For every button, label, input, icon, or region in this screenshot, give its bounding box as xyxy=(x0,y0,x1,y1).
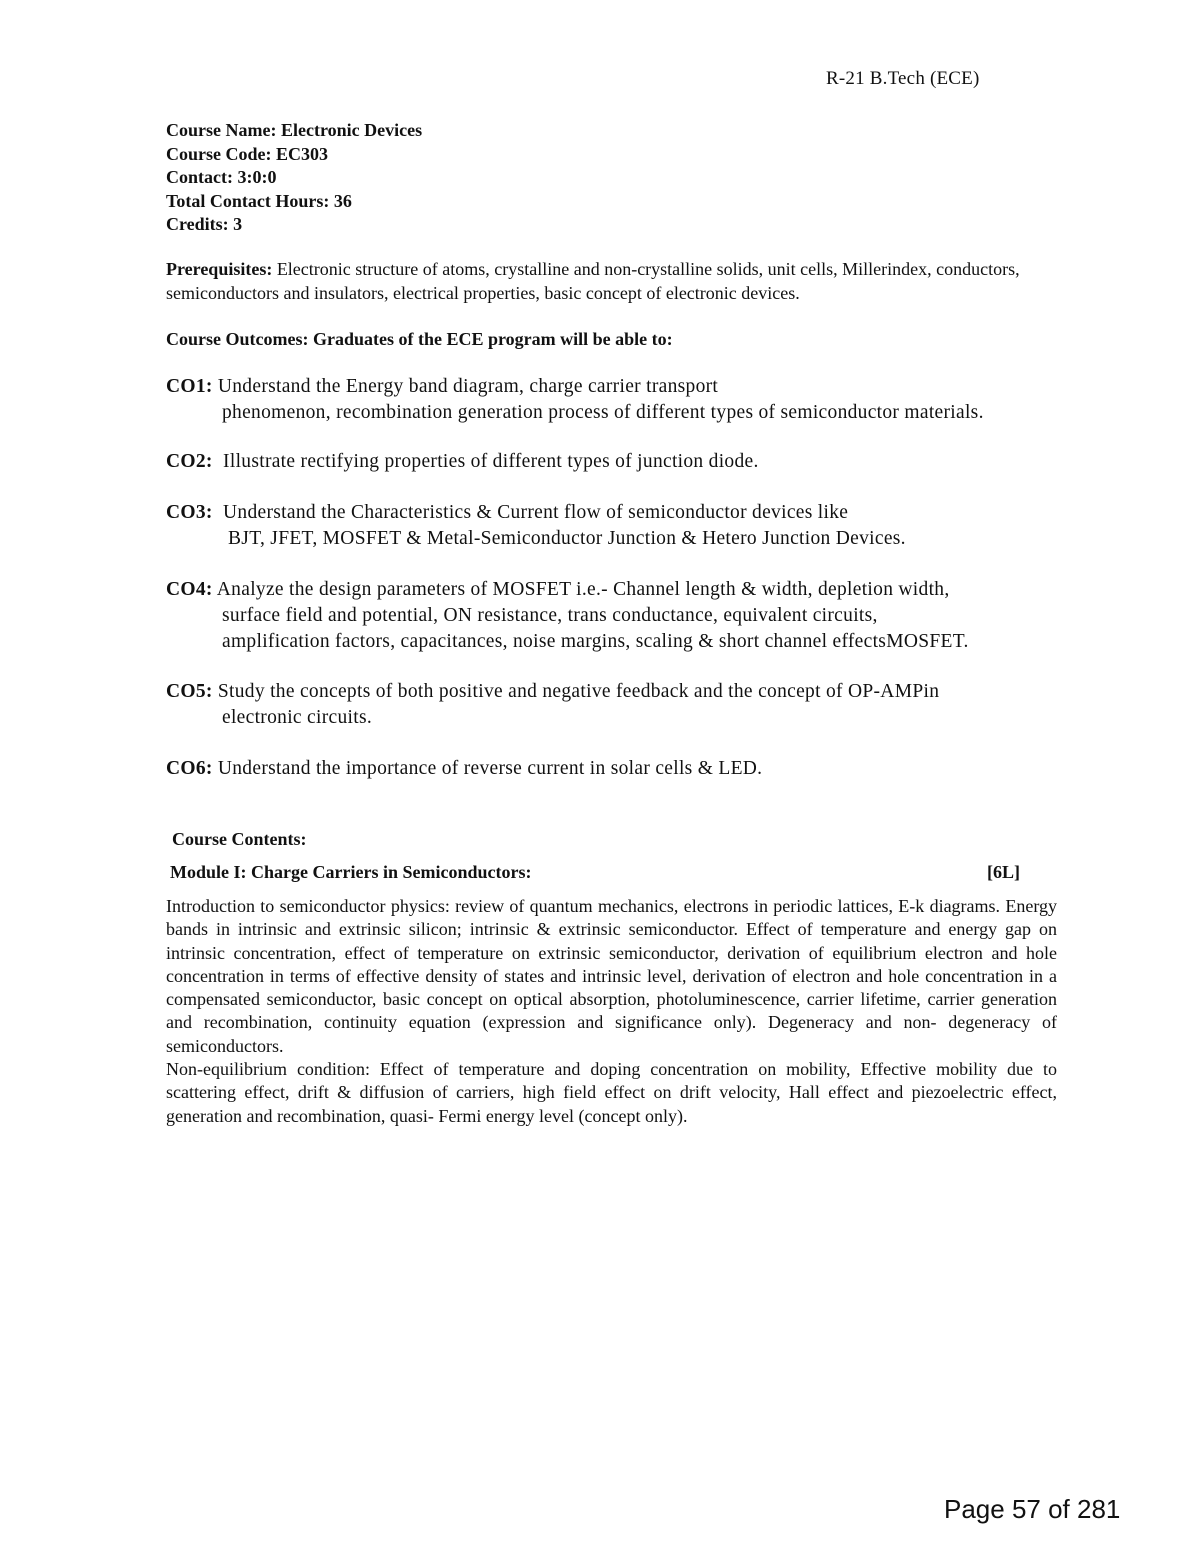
course-credits: Credits: 3 xyxy=(166,214,243,234)
co1-line2: phenomenon, recombination generation process of different types of semiconductor materials. xyxy=(222,402,984,423)
course-outcome-co3 xyxy=(166,500,906,552)
co4-line1: Analyze the design parameters of MOSFET i.e.- Channel length & width, depletion width, xyxy=(212,579,950,600)
module-1-paragraph-1: Introduction to semiconductor physics: review of quantum mechanics, electrons in periodic lattices, E-k diagrams. Energy bands in intrinsic and extrinsic silicon; intrinsic & extrinsic semiconductor. Effect of temperature and energy gap on intrinsic concentration, effect of temperature on extrinsic semiconductor, derivation of equilibrium electron and hole concentration in terms of effective density of states and intrinsic level, derivation of electron and hole concentration in a compensated semiconductor, basic concept on optical absorption, photoluminescence, carrier lifetime, carrier generation and recombination, continuity equation (expression and significance only). Degeneracy and non- degeneracy of semiconductors. xyxy=(166,896,1057,1056)
module-1-hours: [6L] xyxy=(987,862,1020,882)
regulation-header: R-21 B.Tech (ECE) xyxy=(826,68,980,89)
co1-line1: Understand the Energy band diagram, charge carrier transport xyxy=(212,376,719,397)
co2-label: CO2: xyxy=(166,451,213,472)
co3-label: CO3: xyxy=(166,502,213,523)
course-outcome-co6 xyxy=(166,756,762,782)
module-1-paragraph-2: Non-equilibrium condition: Effect of temperature and doping concentration on mobility, Effective mobility due to scattering effect, drift & diffusion of carriers, high field effect on drift velocity, Hall effect and piezoelectric effect, generation and recombination, quasi- Fermi energy level (concept only). xyxy=(166,1059,1057,1126)
co1-label: CO1: xyxy=(166,376,213,397)
prerequisites-label: Prerequisites: xyxy=(166,259,273,279)
module-1-body xyxy=(166,895,1057,1128)
course-outcome-co1 xyxy=(166,374,984,426)
module-1-heading xyxy=(170,862,1020,883)
co3-line1: Understand the Characteristics & Current flow of semiconductor devices like xyxy=(212,502,849,523)
course-contact: Contact: 3:0:0 xyxy=(166,167,277,187)
course-outcome-co5 xyxy=(166,679,939,731)
course-total-hours: Total Contact Hours: 36 xyxy=(166,190,352,211)
course-code: Course Code: EC303 xyxy=(166,143,328,164)
course-contents-heading: Course Contents: xyxy=(172,829,307,849)
co6-line1: Understand the importance of reverse current in solar cells & LED. xyxy=(212,758,763,779)
co5-line2: electronic circuits. xyxy=(222,707,373,728)
outcomes-heading: Course Outcomes: Graduates of the ECE program will be able to: xyxy=(166,329,673,349)
prerequisites-text: Electronic structure of atoms, crystalline and non-crystalline solids, unit cells, Millerindex, conductors, semiconductors and insulators, electrical properties, basic concept of electronic devices. xyxy=(166,259,1020,303)
co5-label: CO5: xyxy=(166,681,213,702)
module-1-title: Module I: Charge Carriers in Semiconductors: xyxy=(170,862,532,882)
co5-line1: Study the concepts of both positive and negative feedback and the concept of OP-AMPin xyxy=(212,681,940,702)
co3-line2: BJT, JFET, MOSFET & Metal-Semiconductor Junction & Hetero Junction Devices. xyxy=(228,528,906,549)
page-number: Page 57 of 281 xyxy=(944,1494,1121,1524)
co4-line3: amplification factors, capacitances, noise margins, scaling & short channel effectsMOSFET. xyxy=(222,631,969,652)
co4-label: CO4: xyxy=(166,579,213,600)
course-outcome-co2 xyxy=(166,449,759,475)
co4-line2: surface field and potential, ON resistance, trans conductance, equivalent circuits, xyxy=(222,605,878,626)
course-name: Course Name: Electronic Devices xyxy=(166,120,423,140)
co2-line1: Illustrate rectifying properties of different types of junction diode. xyxy=(212,451,759,472)
course-meta xyxy=(166,119,422,237)
course-outcome-co4 xyxy=(166,577,969,655)
prerequisites xyxy=(166,258,1066,305)
co6-label: CO6: xyxy=(166,758,213,779)
